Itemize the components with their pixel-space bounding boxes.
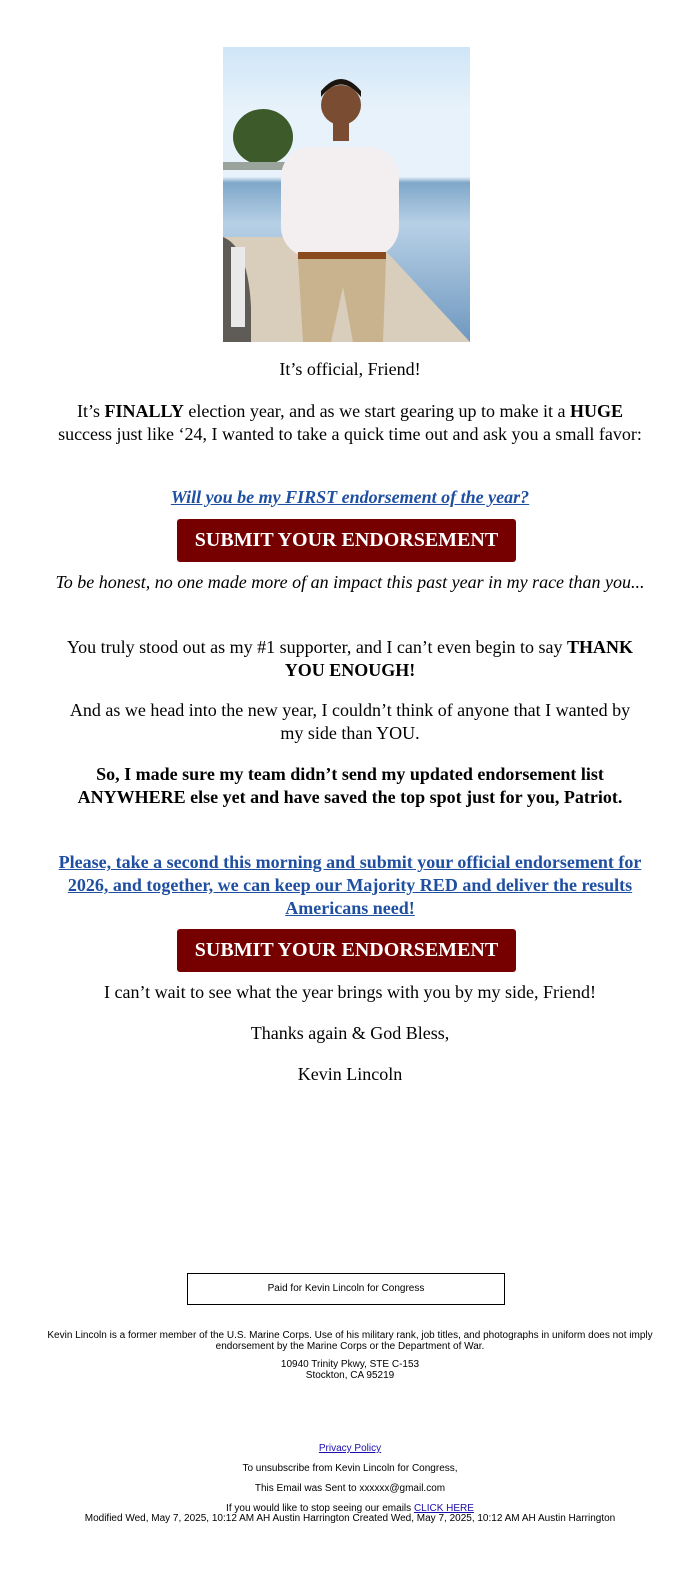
address-line-1: 10940 Trinity Pkwy, STE C-153 (280, 1359, 420, 1370)
stop-emails-text: If you would like to stop seeing our emails CLICK HERE (226, 1503, 474, 1514)
disclaimer: Kevin Lincoln is a former member of the U.S. Marine Corps. Use of his military rank, job titles, and photographs in uniform does not imply endorsement by the Marine Corps or the Department of War. (47, 1330, 653, 1352)
address-line-2: Stockton, CA 95219 (305, 1370, 395, 1381)
modified-text: Modified Wed, May 7, 2025, 10:12 AM AH Austin Harrington Created Wed, May 7, 2025, 10:12 AM AH Austin Harrington (84, 1513, 616, 1524)
person-illustration (223, 47, 470, 342)
click-here-link[interactable]: CLICK HERE (413, 1503, 474, 1514)
closing-line: I can’t wait to see what the year brings with you by my side, Friend! (103, 982, 597, 1002)
new-year-paragraph: And as we head into the new year, I couldn’t think of anyone that I wanted by my side than YOU. (69, 700, 631, 743)
hero-photo (223, 47, 470, 342)
italic-paragraph: To be honest, no one made more of an impact this past year in my race than you... (55, 572, 645, 592)
submit-endorsement-button-2[interactable]: SUBMIT YOUR ENDORSEMENT (177, 929, 516, 972)
submit-endorsement-button[interactable]: SUBMIT YOUR ENDORSEMENT (177, 519, 516, 562)
bold-paragraph: So, I made sure my team didn’t send my updated endorsement list ANYWHERE else yet and have saved the top spot just for you, Patriot. (77, 764, 623, 807)
sent-to-text: This Email was Sent to xxxxxx@gmail.com (254, 1483, 446, 1494)
signature: Kevin Lincoln (297, 1064, 403, 1084)
sign-off: Thanks again & God Bless, (250, 1023, 450, 1043)
endorsement-link[interactable]: Will you be my FIRST endorsement of the year? (170, 487, 530, 507)
privacy-policy-link[interactable]: Privacy Policy (318, 1443, 382, 1454)
paid-for-box: Paid for Kevin Lincoln for Congress (187, 1273, 505, 1305)
unsubscribe-text: To unsubscribe from Kevin Lincoln for Congress, (242, 1463, 458, 1474)
thank-you-paragraph: You truly stood out as my #1 supporter, and I can’t even begin to say THANK YOU ENOUGH! (66, 637, 634, 680)
greeting: It’s official, Friend! (279, 359, 421, 379)
submit-official-endorsement-link[interactable]: Please, take a second this morning and submit your official endorsement for 2026, and together, we can keep our Majority RED and deliver the results Americans need! (58, 852, 642, 918)
intro-paragraph: It’s FINALLY election year, and as we start gearing up to make it a HUGE success just like ‘24, I wanted to take a quick time out and ask you a small favor: (58, 401, 642, 444)
